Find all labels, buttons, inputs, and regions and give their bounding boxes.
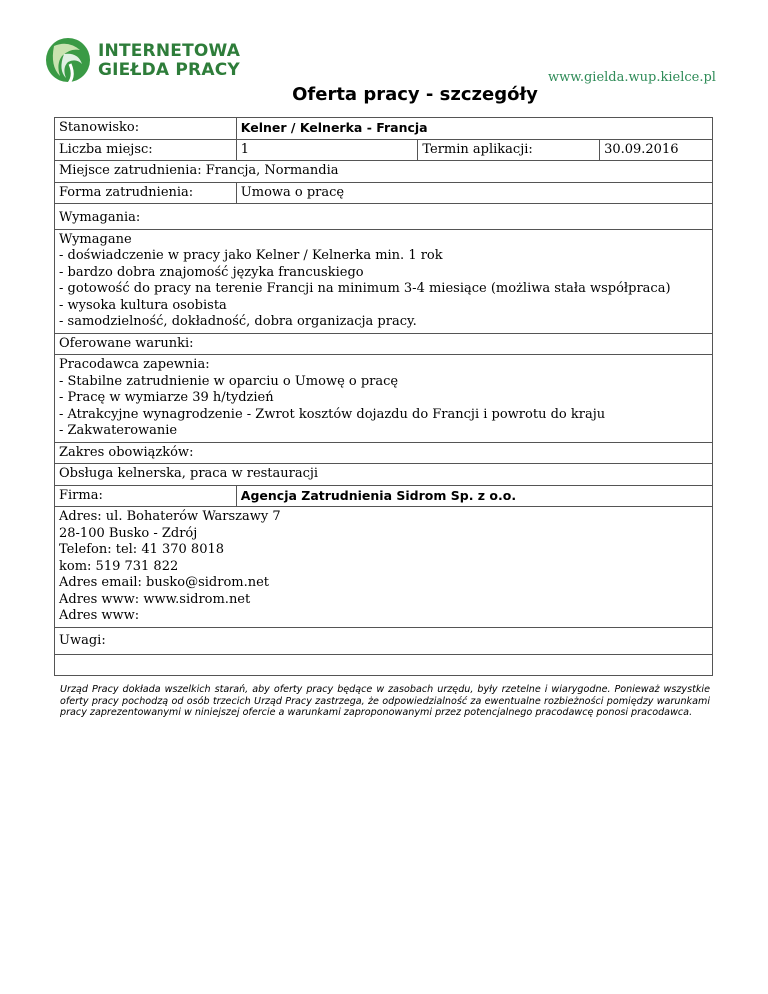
location: Miejsce zatrudnienia: Francja, Normandia [55,161,713,183]
notes-value [55,655,713,676]
contact-mobile: kom: 519 731 822 [59,558,179,574]
page-title: Oferta pracy - szczegóły [292,84,538,105]
logo-icon [40,34,96,90]
row-notes [55,655,713,676]
site-url[interactable]: www.gielda.wup.kielce.pl [548,70,716,85]
requirements-list [55,229,713,333]
row-conditions-label [55,333,713,355]
requirements-line: Wymagane [59,231,132,247]
contact-city: 28-100 Busko - Zdrój [59,525,198,541]
conditions-line: - Pracę w wymiarze 39 h/tydzień [59,390,274,405]
conditions-list [55,355,713,443]
company-value: Agencja Zatrudnienia Sidrom Sp. z o.o. [236,485,712,507]
vacancies-value: 1 [236,139,418,161]
requirements-line: - gotowość do pracy na terenie Francji na minimum 3-4 miesiące (możliwa stała współpraca) [59,281,671,296]
conditions-label: Oferowane warunki: [55,333,713,355]
requirements-line: - bardzo dobra znajomość języka francuskiego [59,264,364,280]
requirements-label: Wymagania: [55,204,713,230]
row-requirements [55,229,713,333]
row-conditions [55,355,713,443]
contact-block [55,507,713,628]
contact-phone: Telefon: tel: 41 370 8018 [59,542,225,557]
offer-table [54,117,713,676]
row-duties-label [55,442,713,464]
requirements-line: - wysoka kultura osobista [59,297,227,313]
disclaimer: Urząd Pracy dokłada wszelkich starań, aby oferty pracy będące w zasobach urzędu, były rzetelne i wiarygodne. Ponieważ wszystkie oferty pracy pochodzą od osób trzecich Urząd Pracy zastrzega, że odpowiedzialność za ewentualne rozbieżności pomiędzy warunkami pracy zaprezentowanymi w niniejszej ofercie a warunkami zaproponowanymi przez potencjalnego pracodawcę ponosi pracodawca. [60,684,710,718]
deadline-value: 30.09.2016 [600,139,713,161]
row-notes-label [55,627,713,655]
requirements-line: - samodzielność, dokładność, dobra organizacja pracy. [59,314,417,329]
contact-www[interactable]: Adres www: www.sidrom.net [59,591,251,607]
logo-line2: GIEŁDA PRACY [98,60,240,80]
deadline-label: Termin aplikacji: [418,139,600,161]
position-value: Kelner / Kelnerka - Francja [236,118,712,140]
conditions-line: - Zakwaterowanie [59,423,178,438]
employment-value: Umowa o pracę [236,182,712,204]
company-label: Firma: [55,485,237,507]
row-position [55,118,713,140]
duties-label: Zakres obowiązków: [55,442,713,464]
row-company [55,485,713,507]
position-label: Stanowisko: [55,118,237,140]
requirements-line: - doświadczenie w pracy jako Kelner / Kelnerka min. 1 rok [59,248,443,263]
conditions-line: Pracodawca zapewnia: [59,357,210,372]
row-location [55,161,713,183]
row-requirements-label [55,204,713,230]
contact-address: Adres: ul. Bohaterów Warszawy 7 [59,509,281,524]
conditions-line: - Atrakcyjne wynagrodzenie - Zwrot kosztów dojazdu do Francji i powrotu do kraju [59,406,606,422]
contact-www-empty: Adres www: [59,608,140,623]
conditions-line: - Stabilne zatrudnienie w oparciu o Umowę o pracę [59,373,399,389]
employment-label: Forma zatrudnienia: [55,182,237,204]
logo-line1: INTERNETOWA [98,41,241,61]
duties-value: Obsługa kelnerska, praca w restauracji [55,464,713,486]
row-employment [55,182,713,204]
row-duties [55,464,713,486]
vacancies-label: Liczba miejsc: [55,139,237,161]
contact-email[interactable]: Adres email: busko@sidrom.net [59,575,270,590]
row-vacancies [55,139,713,161]
row-contact [55,507,713,628]
notes-label: Uwagi: [55,627,713,655]
